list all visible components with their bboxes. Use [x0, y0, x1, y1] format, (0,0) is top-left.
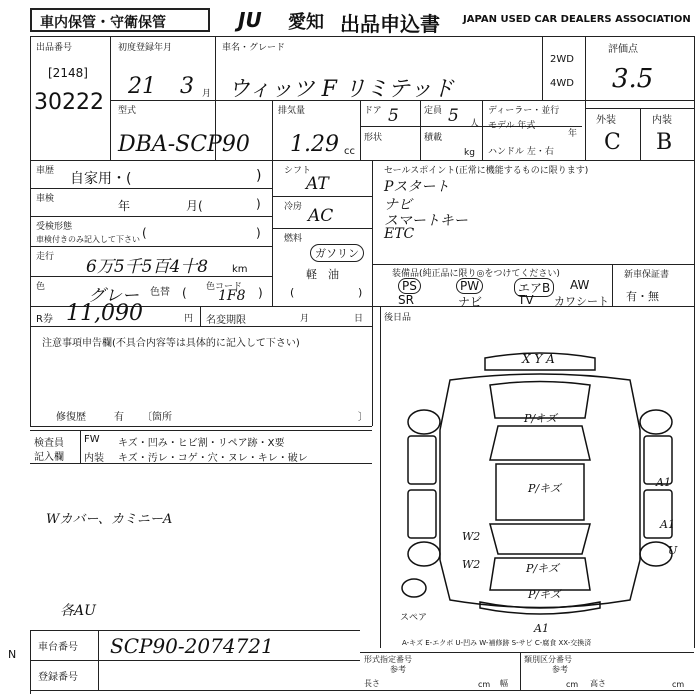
shaken-month: 月(	[186, 199, 203, 213]
seats-unit: 人	[470, 119, 480, 129]
shift-label: シフト	[284, 166, 312, 176]
rule	[520, 652, 521, 690]
rule	[200, 306, 201, 326]
history-close: )	[256, 168, 262, 184]
lot-number-label: 出品番号	[36, 43, 73, 53]
rule	[272, 160, 273, 306]
rule	[30, 160, 31, 326]
rule	[30, 660, 360, 661]
equip-seat: カワシート	[554, 295, 609, 308]
storage-stamp	[30, 8, 210, 32]
mileage-label: 走行	[36, 252, 55, 262]
reg-number-label: 登録番号	[38, 672, 78, 683]
shape-label: 形状	[364, 133, 383, 143]
chassis-number: SCP90-2074721	[110, 634, 274, 658]
recv-close: )	[256, 226, 261, 240]
repair-close: 〕	[358, 412, 368, 423]
shift-value: AT	[306, 174, 329, 194]
equip-sr: SR	[398, 293, 414, 307]
rule	[372, 160, 373, 306]
color-code: 1F8	[218, 288, 246, 304]
color-code-label: 色コード	[206, 282, 243, 292]
inspector-fw-items: キズ・凹み・ヒビ割・リペア跡・X要	[118, 438, 285, 449]
storage-stamp-text: 車内保管・守衛保管	[40, 15, 166, 31]
recycle-value: 11,090	[66, 301, 143, 326]
rule	[272, 100, 273, 160]
name-change-label: 名変期限	[206, 315, 246, 326]
month-unit: 月	[202, 89, 212, 99]
type-approval-ref: 参考	[390, 665, 406, 674]
inspector-interior: 内装	[84, 453, 104, 464]
equip-ps: PS	[398, 278, 421, 294]
model-year-label: モデル 年式	[488, 121, 536, 131]
doors-value: 5	[388, 106, 399, 126]
equip-aw: AW	[570, 278, 590, 292]
category-label: 類別区分番号	[524, 655, 572, 664]
rule	[585, 36, 586, 160]
type-approval-label: 形式指定番号	[364, 655, 412, 664]
length-unit: cm	[478, 680, 491, 689]
diagram-mark: W2	[462, 558, 481, 571]
rule	[30, 430, 372, 431]
rule	[542, 36, 543, 100]
ac-label: 冷房	[284, 202, 303, 212]
rule	[80, 430, 81, 463]
diagram-mark: P/キズ	[526, 562, 559, 575]
fuel-gasoline: ガソリン	[310, 244, 364, 262]
ju-logo	[238, 8, 288, 32]
rule	[30, 326, 31, 426]
car-name: ウィッツ F リミテッド	[228, 77, 454, 102]
seats-label: 定員	[424, 106, 443, 116]
ju-logo-mark: JU	[238, 8, 262, 32]
model-code: DBA-SCP90	[118, 132, 250, 157]
chassis-side-mark: N	[8, 648, 17, 661]
rule	[30, 36, 31, 160]
rule	[30, 246, 272, 247]
mileage-unit: km	[232, 264, 248, 275]
chassis-label: 車台番号	[38, 642, 78, 653]
sales-point: ETC	[384, 226, 415, 242]
height-label: 高さ	[590, 679, 606, 688]
diagram-legend: A-キズ E-エクボ U-凹み W-補修跡 S-サビ C-腐食 XX-交換済	[402, 639, 592, 647]
rear-items-label: 後日品	[384, 313, 412, 323]
association-name: JAPAN USED CAR DEALERS ASSOCIATION	[463, 14, 691, 25]
shaken-close: )	[256, 197, 261, 211]
seats-value: 5	[448, 106, 459, 126]
fuel-label: 燃料	[284, 234, 303, 244]
diagram-mark: W2	[462, 530, 481, 543]
sales-points	[384, 176, 604, 242]
recycle-label: R券	[36, 314, 53, 325]
inspector-interior-items: キズ・汚レ・コゲ・穴・ヌレ・キレ・破レ	[118, 453, 308, 464]
first-reg-label: 初度登録年月	[118, 43, 173, 53]
repair-value: 有	[114, 412, 124, 423]
notes-label: 注意事項申告欄(不具合内容等は具体的に記入して下さい)	[42, 338, 300, 349]
diagram-mark: U	[668, 544, 678, 557]
height-unit: cm	[672, 680, 685, 689]
rule	[30, 216, 272, 217]
drive-2wd: 2WD	[550, 54, 574, 65]
rule	[98, 630, 99, 690]
diagram-mark: P/キズ	[524, 412, 557, 425]
rule	[420, 100, 421, 160]
recycle-unit: 円	[184, 314, 194, 324]
rule	[30, 160, 694, 161]
interior-label: 内装	[652, 115, 672, 126]
doors-label: ドア	[364, 106, 382, 116]
interior-grade: B	[656, 130, 673, 155]
inspector-fw: FW	[84, 434, 100, 445]
category-ref: 参考	[552, 665, 568, 674]
rule	[272, 228, 372, 229]
year-unit: 年	[568, 129, 578, 139]
warranty-label: 新車保証書	[624, 270, 670, 280]
rule	[30, 326, 372, 327]
inspector-label: 検査員	[34, 438, 64, 449]
rule	[372, 306, 373, 426]
inspector-note: 各AU	[60, 603, 96, 619]
rule	[272, 196, 372, 197]
diagram-mark: X Y A	[522, 352, 555, 366]
rule	[640, 108, 641, 160]
sales-label: セールスポイント(正常に機能するものに限ります)	[384, 166, 589, 176]
rating-value: 3.5	[612, 64, 654, 94]
diagram-mark: A1	[660, 518, 675, 531]
equip-airbag: エアB	[514, 278, 554, 297]
inspector-entry-label: 記入欄	[34, 452, 64, 463]
history-value: 自家用・(	[70, 171, 132, 187]
color-code-close: )	[258, 286, 263, 300]
displacement: 1.29	[290, 132, 339, 157]
history-label: 車歴	[36, 166, 55, 176]
sales-point: スマートキー	[384, 213, 468, 229]
rating-label: 評価点	[608, 44, 638, 55]
rule	[110, 36, 111, 160]
shaken-year: 年	[118, 199, 131, 213]
name-change-day: 日	[354, 314, 364, 324]
diagram-mark: P/キズ	[528, 482, 561, 495]
ac-value: AC	[308, 206, 334, 226]
width-label: 幅	[500, 679, 508, 688]
fuel-diesel: 軽 油	[306, 268, 339, 281]
rule	[30, 426, 372, 427]
rule	[694, 160, 695, 648]
width-unit: cm	[566, 680, 579, 689]
rule	[30, 630, 360, 631]
exterior-label: 外装	[596, 115, 616, 126]
recv-open: (	[142, 226, 147, 240]
first-reg-year: 21	[128, 74, 156, 99]
displacement-unit: cc	[344, 146, 355, 157]
rule	[694, 36, 695, 160]
color-change-open: (	[182, 286, 187, 300]
equipment-grid	[384, 278, 609, 309]
repair-label: 修復歴	[56, 412, 86, 423]
equip-pw: PW	[456, 278, 483, 294]
repair-part: 〔箇所	[142, 412, 172, 423]
form-title: 出品申込書	[340, 12, 440, 36]
recv-label: 受検形態	[36, 222, 73, 232]
handle-label: ハンドル 左・右	[488, 147, 554, 157]
color-label: 色	[36, 282, 46, 292]
rule	[360, 690, 694, 691]
equipment-label: 装備品(純正品に限り◎をつけてください)	[392, 269, 560, 279]
rule	[30, 630, 31, 694]
recv-sub: 車検付きのみ記入して下さい	[36, 235, 140, 244]
inspector-note: Wカバー、カミニーA	[46, 512, 173, 527]
sales-point: Pスタート	[384, 179, 450, 195]
exterior-grade: C	[604, 130, 621, 155]
diagram-mark: P/キズ	[528, 588, 561, 601]
lot-bracket: [2148]	[48, 66, 88, 80]
rule	[360, 652, 694, 653]
displacement-label: 排気量	[278, 106, 306, 116]
shaken-label: 車検	[36, 194, 55, 204]
spare-label: スペア	[400, 613, 428, 623]
drive-4wd: 4WD	[550, 78, 574, 89]
rule	[360, 100, 361, 160]
rule	[372, 264, 694, 265]
load-label: 積載	[424, 133, 443, 143]
org-name: 愛知	[288, 12, 324, 33]
length-label: 長さ	[364, 679, 380, 688]
equip-navi: ナビ	[458, 295, 483, 309]
sales-point: ナビ	[384, 197, 412, 213]
warranty-value: 有・無	[626, 290, 659, 303]
mileage-value: 6万5千5百4十8	[86, 257, 209, 277]
rule	[612, 264, 613, 306]
rule	[30, 188, 272, 189]
load-unit: kg	[464, 148, 475, 158]
rule	[30, 36, 694, 37]
fuel-close: )	[358, 286, 363, 299]
color-change-label: 色替	[150, 287, 170, 298]
diagram-mark: A1	[534, 622, 549, 635]
fuel-open: (	[290, 286, 295, 299]
rule	[30, 690, 360, 691]
color-value: グレー	[88, 286, 139, 306]
type-label: 型式	[118, 106, 137, 116]
first-reg-month: 3	[180, 74, 194, 99]
diagram-mark: A1	[656, 476, 671, 489]
rule	[482, 100, 483, 160]
name-change-month: 月	[300, 314, 310, 324]
rule	[380, 306, 381, 648]
equip-tv: TV	[518, 293, 534, 307]
car-name-label: 車名・グレード	[222, 43, 286, 53]
dealer-label: ディーラー・並行	[488, 106, 560, 116]
lot-number: 30222	[34, 90, 104, 115]
